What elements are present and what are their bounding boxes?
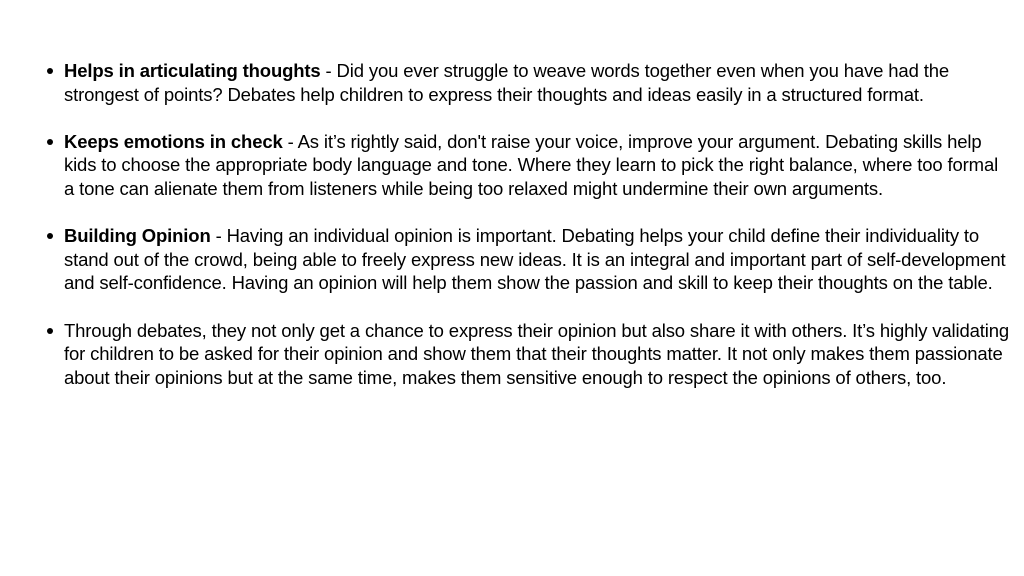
bullet-item-emotions-in-check [64,130,1009,201]
bullet-item-building-opinion [64,224,1009,295]
bullet-list [64,59,1009,413]
bullet-item-articulating-thoughts [64,59,1009,106]
bullet-dot-icon [47,68,53,74]
bullet-title: Helps in articulating thoughts [64,60,321,81]
bullet-text: Through debates, they not only get a chance to express their opinion but also share it with others. It’s highly validating for children to be asked for their opinion and show them that their thoughts matter. It not only makes them passionate about their opinions but at the same time, makes them sensitive enough to respect the opinions of others, too. [64,319,1009,388]
bullet-title: Keeps emotions in check [64,130,283,152]
bullet-text: - Did you ever struggle to weave words together even when you have had the strongest of points? Debates help children to express their thoughts and ideas easily in a structured format. [64,60,949,105]
bullet-text: - As it’s rightly said, don't raise your voice, improve your argument. Debating skills help kids to choose the appropriate body language and tone. Where they learn to pick the right balance, where too formal a tone can alienate them from listeners while being too relaxed might undermine their own arguments. [64,130,999,199]
bullet-dot-icon [47,328,53,334]
bullet-item-through-debates [64,319,1009,390]
bullet-dot-icon [47,139,53,145]
bullet-text: - Having an individual opinion is important. Debating helps your child define their individuality to stand out of the crowd, being able to freely express new ideas. It is an integral and important part of self-development and self-confidence. Having an opinion will help them show the passion and skill to keep their thoughts on the table. [64,225,1006,294]
bullet-dot-icon [47,233,53,239]
bullet-title: Building Opinion [64,225,211,247]
